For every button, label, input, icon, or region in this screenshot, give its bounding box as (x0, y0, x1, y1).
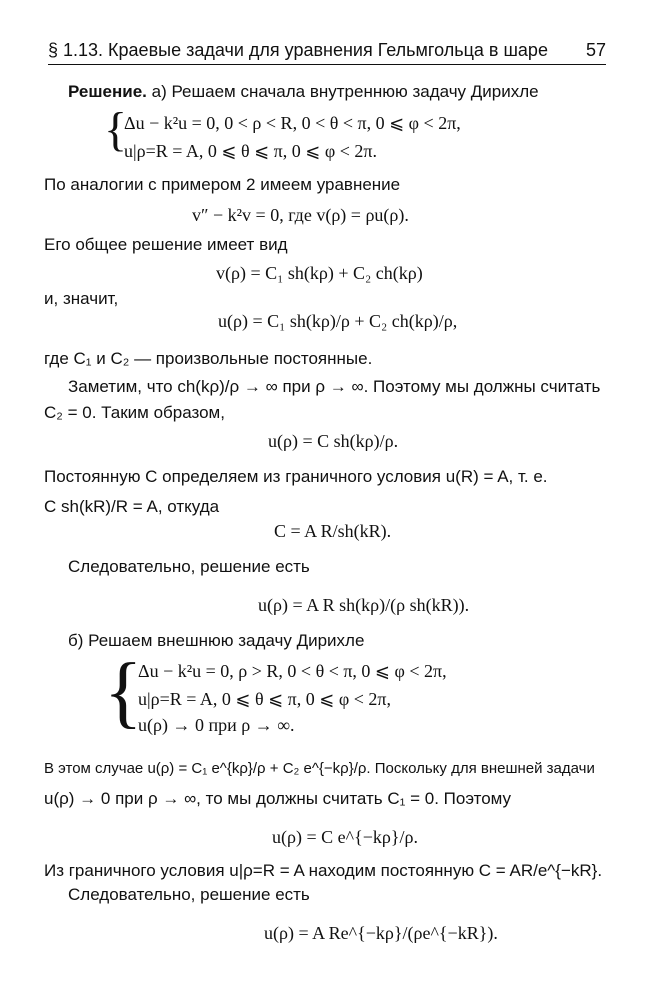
running-header (48, 36, 606, 65)
system2-equation-3: u(ρ) → 0 при ρ → ∞. (138, 715, 295, 735)
paragraph-c1-zero: u(ρ) → 0 при ρ → ∞, то мы должны считать C₁ = 0. Поэтому (44, 789, 512, 808)
solution-intro-text: а) Решаем сначала внутреннюю задачу Дирихле (146, 82, 539, 101)
paragraph-therefore-1: Следовательно, решение есть (68, 557, 310, 576)
paragraph-c2-zero: C₂ = 0. Таким образом, (44, 403, 225, 422)
section-title: § 1.13. Краевые задачи для уравнения Гельмгольца в шаре (48, 40, 548, 60)
system2-equation-2: u|ρ=R = A, 0 ⩽ θ ⩽ π, 0 ⩽ φ < 2π, (138, 689, 391, 709)
paragraph-constants: где C₁ и C₂ — произвольные постоянные. (44, 349, 373, 368)
equation-u1: u(ρ) = C₁ sh(kρ)/ρ + C₂ ch(kρ)/ρ, (218, 311, 458, 331)
system2-brace: { (104, 648, 143, 736)
paragraph-boundary: Постоянную C определяем из граничного условия u(R) = A, т. е. (44, 467, 548, 486)
solution-intro (68, 81, 539, 103)
paragraph-general-solution: Его общее решение имеет вид (44, 235, 288, 254)
equation-c: C = A R/sh(kR). (274, 521, 392, 541)
paragraph-find-constant: Из граничного условия u|ρ=R = A находим постоянную C = AR/e^{−kR}. (44, 861, 603, 880)
paragraph-analogy: По аналогии с примером 2 имеем уравнение (44, 175, 401, 194)
equation-u5: u(ρ) = A Re^{−kρ}/(ρe^{−kR}). (264, 923, 498, 943)
equation-v: v″ − k²v = 0, где v(ρ) = ρu(ρ). (192, 205, 409, 225)
system1-equation-2: u|ρ=R = A, 0 ⩽ θ ⩽ π, 0 ⩽ φ < 2π. (124, 141, 377, 161)
equation-u3: u(ρ) = A R sh(kρ)/(ρ sh(kR)). (258, 595, 470, 615)
system1-brace: { (104, 103, 128, 156)
paragraph-therefore-2: Следовательно, решение есть (68, 885, 310, 904)
system1-equation-1: Δu − k²u = 0, 0 < ρ < R, 0 < θ < π, 0 ⩽ φ < 2π, (124, 113, 461, 133)
solution-label: Решение. (68, 82, 147, 101)
equation-general: v(ρ) = C₁ sh(kρ) + C₂ ch(kρ) (216, 263, 423, 283)
equation-u2: u(ρ) = C sh(kρ)/ρ. (268, 431, 399, 451)
paragraph-whence: C sh(kR)/R = A, откуда (44, 497, 220, 516)
paragraph-note: Заметим, что ch(kρ)/ρ → ∞ при ρ → ∞. Поэтому мы должны считать (68, 377, 601, 396)
paragraph-this-case: В этом случае u(ρ) = C₁ e^{kρ}/ρ + C₂ e^{−kρ}/ρ. Поскольку для внешней задачи (44, 760, 595, 777)
paragraph-exterior: б) Решаем внешнюю задачу Дирихле (68, 631, 365, 650)
page-number: 57 (585, 40, 606, 60)
paragraph-hence: и, значит, (44, 289, 119, 308)
equation-u4: u(ρ) = C e^{−kρ}/ρ. (272, 827, 418, 847)
system2-equation-1: Δu − k²u = 0, ρ > R, 0 < θ < π, 0 ⩽ φ < 2π, (138, 661, 447, 681)
